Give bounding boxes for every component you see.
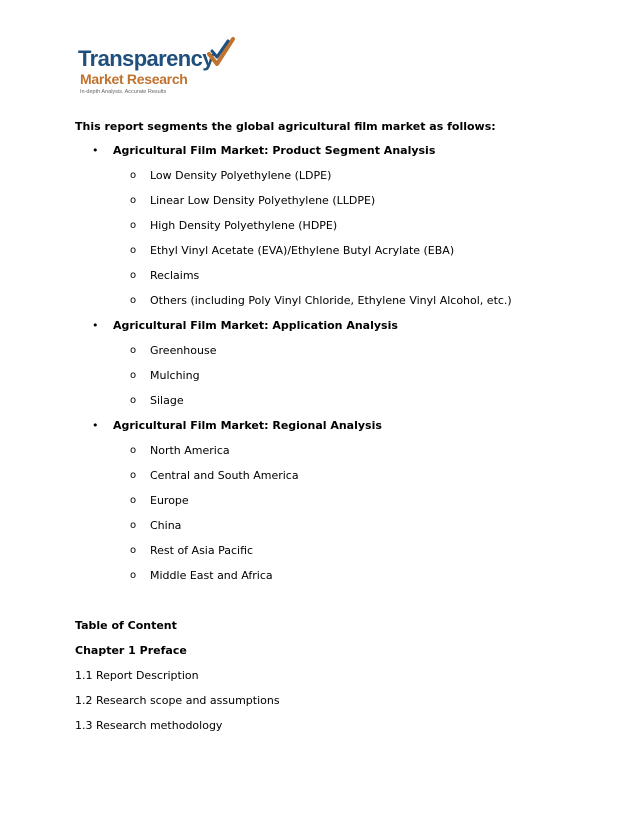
list-item: Ethyl Vinyl Acetate (EVA)/Ethylene Butyl Acrylate (EBA) xyxy=(150,244,455,257)
toc-entry: 1.2 Research scope and assumptions xyxy=(75,694,280,707)
list-item: Silage xyxy=(150,394,184,407)
list-item: Reclaims xyxy=(150,269,200,282)
bullet-icon: • xyxy=(92,144,99,157)
bullet-icon: • xyxy=(92,419,99,432)
list-item: Greenhouse xyxy=(150,344,217,357)
list-item: Europe xyxy=(150,494,189,507)
sub-bullet-icon: o xyxy=(130,370,137,381)
sub-bullet-icon: o xyxy=(130,270,137,281)
sub-bullet-icon: o xyxy=(130,470,137,481)
sub-bullet-icon: o xyxy=(130,545,137,556)
sub-bullet-icon: o xyxy=(130,195,137,206)
sub-bullet-icon: o xyxy=(130,445,137,456)
sub-bullet-icon: o xyxy=(130,570,137,581)
bullet-icon: • xyxy=(92,319,99,332)
checkmark-icon xyxy=(206,36,236,70)
list-item: Others (including Poly Vinyl Chloride, Ethylene Vinyl Alcohol, etc.) xyxy=(150,294,512,307)
section-heading: Agricultural Film Market: Application Analysis xyxy=(113,319,398,332)
sub-bullet-icon: o xyxy=(130,220,137,231)
toc-heading: Table of Content xyxy=(75,619,177,632)
sub-bullet-icon: o xyxy=(130,395,137,406)
logo-line-2: Market Research xyxy=(80,71,188,87)
sub-bullet-icon: o xyxy=(130,345,137,356)
toc-entry: 1.1 Report Description xyxy=(75,669,199,682)
sub-bullet-icon: o xyxy=(130,295,137,306)
sub-bullet-icon: o xyxy=(130,495,137,506)
section-heading: Agricultural Film Market: Regional Analysis xyxy=(113,419,382,432)
list-item: Low Density Polyethylene (LDPE) xyxy=(150,169,332,182)
list-item: North America xyxy=(150,444,230,457)
intro-text: This report segments the global agricultural film market as follows: xyxy=(75,120,496,133)
company-logo xyxy=(78,36,238,98)
logo-line-1: Transparency xyxy=(78,46,214,71)
sub-bullet-icon: o xyxy=(130,520,137,531)
logo-tagline: In-depth Analysis. Accurate Results xyxy=(80,89,167,95)
list-item: High Density Polyethylene (HDPE) xyxy=(150,219,338,232)
list-item: Rest of Asia Pacific xyxy=(150,544,254,557)
list-item: Linear Low Density Polyethylene (LLDPE) xyxy=(150,194,376,207)
sub-bullet-icon: o xyxy=(130,170,137,181)
section-heading: Agricultural Film Market: Product Segment Analysis xyxy=(113,144,436,157)
list-item: China xyxy=(150,519,182,532)
list-item: Central and South America xyxy=(150,469,299,482)
toc-entry: 1.3 Research methodology xyxy=(75,719,223,732)
list-item: Middle East and Africa xyxy=(150,569,273,582)
list-item: Mulching xyxy=(150,369,200,382)
sub-bullet-icon: o xyxy=(130,245,137,256)
chapter-heading: Chapter 1 Preface xyxy=(75,644,187,657)
